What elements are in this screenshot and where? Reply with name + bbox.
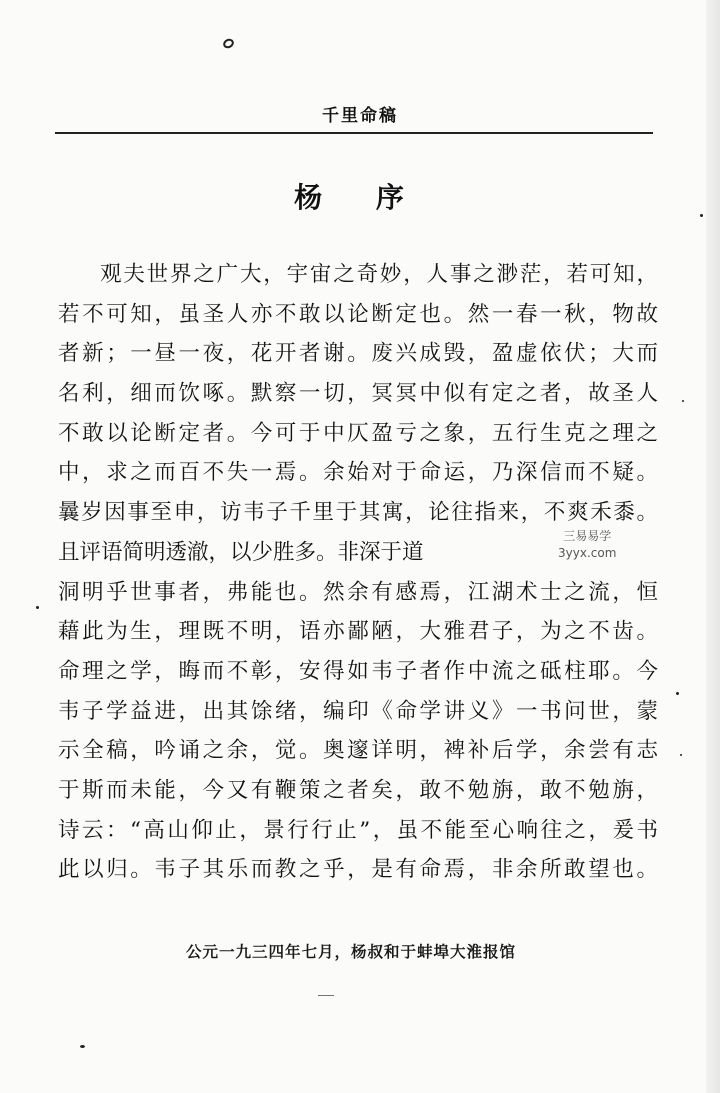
text-line: 韦子学益进，出其馀绪，编印《命学讲义》一书问世，蒙 [58, 698, 658, 724]
text-line: 洞明乎世事者，弗能也。然余有感焉，江湖术士之流，恒 [58, 579, 658, 605]
signature-line: 公元一九三四年七月，杨叔和于蚌埠大淮报馆 [186, 942, 517, 961]
preface-body [58, 255, 658, 890]
text-line: 若不可知，虽圣人亦不敢以论断定也。然一春一秋，物故 [58, 301, 658, 327]
site-watermark [558, 528, 616, 562]
ink-speck [682, 400, 684, 402]
text-line: 不敢以论断定者。今可于中仄盈亏之象，五行生克之理之 [58, 420, 658, 446]
ink-ring-mark [222, 37, 236, 50]
text-line: 于斯而未能，今又有鞭策之者矣，敢不勉旃，敢不勉旃， [58, 777, 658, 803]
ink-speck [676, 692, 679, 695]
header-rule [55, 132, 653, 134]
text-line: 此以归。韦子其乐而教之乎，是有命焉，非余所敢望也。 [58, 857, 658, 883]
page-title: 杨 序 [294, 181, 426, 214]
ink-speck [700, 214, 703, 217]
text-line: 名利，细而饮啄。默察一切，冥冥中似有定之者，故圣人 [58, 381, 658, 407]
ink-speck [80, 1045, 85, 1048]
text-line: 曩岁因事至申，访韦子千里于其寓，论往指来，不爽禾黍。 [58, 500, 658, 526]
ink-speck [36, 606, 39, 609]
ink-speck [318, 995, 334, 996]
watermark-line: 三易易学 [563, 529, 612, 543]
ink-speck [680, 754, 682, 756]
running-title: 千里命稿 [322, 106, 398, 126]
text-line: 藉此为生，理既不明，语亦鄙陋，大雅君子，为之不齿。 [58, 619, 658, 645]
text-line: 观夫世界之广大，宇宙之奇妙，人事之渺茫，若可知， [100, 262, 658, 287]
watermark-line: 3yyx.com [558, 546, 617, 560]
text-line: 诗云：“高山仰止，景行行止”，虽不能至心响往之，爰书 [58, 817, 658, 843]
text-line: 且评语简明透澈，以少胜多。非深于道 [58, 539, 424, 565]
text-line: 中，求之而百不失一焉。余始对于命运，乃深信而不疑。 [58, 460, 658, 486]
text-line: 者新；一昼一夜，花开者谢。废兴成毁，盈虚依伏；大而 [58, 341, 658, 367]
text-line: 命理之学，晦而不彰，安得如韦子者作中流之砥柱耶。今 [58, 658, 658, 684]
page-edge-shadow [706, 0, 720, 1093]
text-line: 示全稿，吟诵之余，觉。奥邃详明，裨补后学，余尝有志 [58, 738, 658, 764]
